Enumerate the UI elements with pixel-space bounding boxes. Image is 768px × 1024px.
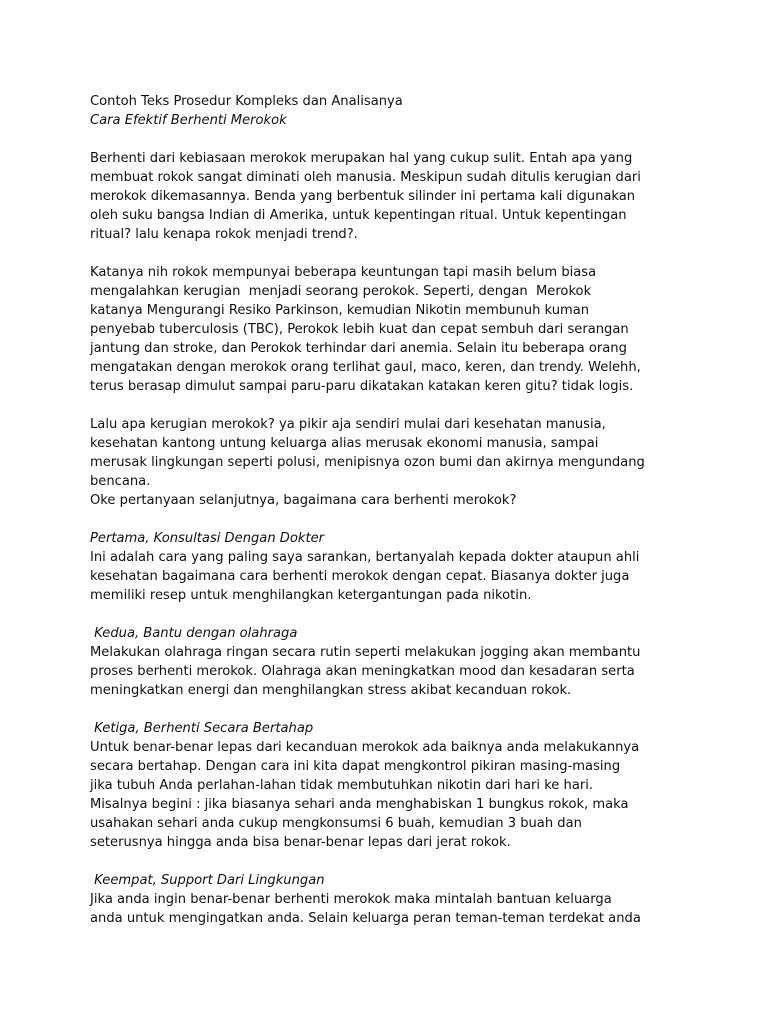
paragraph-line: bencana.: [90, 474, 151, 489]
paragraph-line: Untuk benar-benar lepas dari kecanduan merokok ada baiknya anda melakukannya: [90, 740, 640, 755]
paragraph-line: jika tubuh Anda perlahan-lahan tidak membutuhkan nikotin dari hari ke hari.: [90, 778, 594, 793]
paragraph-line: mengalahkan kerugian menjadi seorang perokok. Seperti, dengan Merokok: [90, 284, 592, 299]
paragraph-line: merokok dikemasannya. Benda yang berbentuk silinder ini pertama kali digunakan: [90, 189, 636, 204]
step-heading: Pertama, Konsultasi Dengan Dokter: [90, 531, 325, 546]
paragraph-line: anda untuk mengingatkan anda. Selain keluarga peran teman-teman terdekat anda: [90, 911, 641, 926]
paragraph-line: Ini adalah cara yang paling saya sarankan, bertanyalah kepada dokter ataupun ahli: [90, 550, 640, 565]
paragraph-line: kesehatan kantong untung keluarga alias merusak ekonomi manusia, sampai: [90, 436, 599, 451]
paragraph-line: Jika anda ingin benar-benar berhenti merokok maka mintalah bantuan keluarga: [90, 892, 612, 907]
paragraph-line: Katanya nih rokok mempunyai beberapa keuntungan tapi masih belum biasa: [90, 265, 597, 280]
paragraph-line: secara bertahap. Dengan cara ini kita dapat mengkontrol pikiran masing-masing: [90, 759, 621, 774]
paragraph-line: seterusnya hingga anda bisa benar-benar lepas dari jerat rokok.: [90, 835, 511, 850]
paragraph-line: Lalu apa kerugian merokok? ya pikir aja sendiri mulai dari kesehatan manusia,: [90, 417, 606, 432]
intro-paragraph: [90, 149, 690, 244]
paragraph-line: proses berhenti merokok. Olahraga akan meningkatkan mood dan kesadaran serta: [90, 664, 635, 679]
paragraph-line: Berhenti dari kebiasaan merokok merupakan hal yang cukup sulit. Entah apa yang: [90, 151, 633, 166]
step-2-section: [90, 624, 690, 700]
paragraph-line: membuat rokok sangat diminati oleh manusia. Meskipun sudah ditulis kerugian dari: [90, 170, 641, 185]
step-heading: Keempat, Support Dari Lingkungan: [90, 873, 325, 888]
paragraph-line: meningkatkan energi dan menghilangkan stress akibat kecanduan rokok.: [90, 683, 572, 698]
paragraph-line: kesehatan bagaimana cara berhenti merokok dengan cepat. Biasanya dokter juga: [90, 569, 630, 584]
step-heading: Ketiga, Berhenti Secara Bertahap: [90, 721, 314, 736]
title-line-1: Contoh Teks Prosedur Kompleks dan Analisanya: [90, 94, 403, 109]
paragraph-line: Oke pertanyaan selanjutnya, bagaimana cara berhenti merokok?: [90, 493, 517, 508]
paragraph-line: penyebab tuberculosis (TBC), Perokok lebih kuat dan cepat sembuh dari serangan: [90, 322, 629, 337]
document-body: [90, 92, 690, 928]
paragraph-line: usahakan sehari anda cukup mengkonsumsi 6 buah, kemudian 3 buah dan: [90, 816, 582, 831]
step-1-section: [90, 529, 690, 605]
paragraph-line: katanya Mengurangi Resiko Parkinson, kemudian Nikotin membunuh kuman: [90, 303, 590, 318]
paragraph-line: terus berasap dimulut sampai paru-paru dikatakan katakan keren gitu? tidak logis.: [90, 379, 634, 394]
step-heading: Kedua, Bantu dengan olahraga: [90, 626, 298, 641]
paragraph-line: memiliki resep untuk menghilangkan ketergantungan pada nikotin.: [90, 588, 532, 603]
paragraph-line: ritual? lalu kenapa rokok menjadi trend?.: [90, 227, 358, 242]
paragraph-line: Misalnya begini : jika biasanya sehari anda menghabiskan 1 bungkus rokok, maka: [90, 797, 629, 812]
step-4-section: [90, 871, 690, 928]
document-title: [90, 92, 690, 130]
title-line-2: Cara Efektif Berhenti Merokok: [90, 113, 287, 128]
paragraph-line: merusak lingkungan seperti polusi, menipisnya ozon bumi dan akirnya mengundang: [90, 455, 645, 470]
losses-paragraph: [90, 415, 690, 510]
paragraph-line: mengatakan dengan merokok orang terlihat gaul, maco, keren, dan trendy. Welehh,: [90, 360, 641, 375]
paragraph-line: jantung dan stroke, dan Perokok terhindar dari anemia. Selain itu beberapa orang: [90, 341, 627, 356]
step-3-section: [90, 719, 690, 852]
benefits-paragraph: [90, 263, 690, 396]
paragraph-line: Melakukan olahraga ringan secara rutin seperti melakukan jogging akan membantu: [90, 645, 641, 660]
paragraph-line: oleh suku bangsa Indian di Amerika, untuk kepentingan ritual. Untuk kepentingan: [90, 208, 627, 223]
